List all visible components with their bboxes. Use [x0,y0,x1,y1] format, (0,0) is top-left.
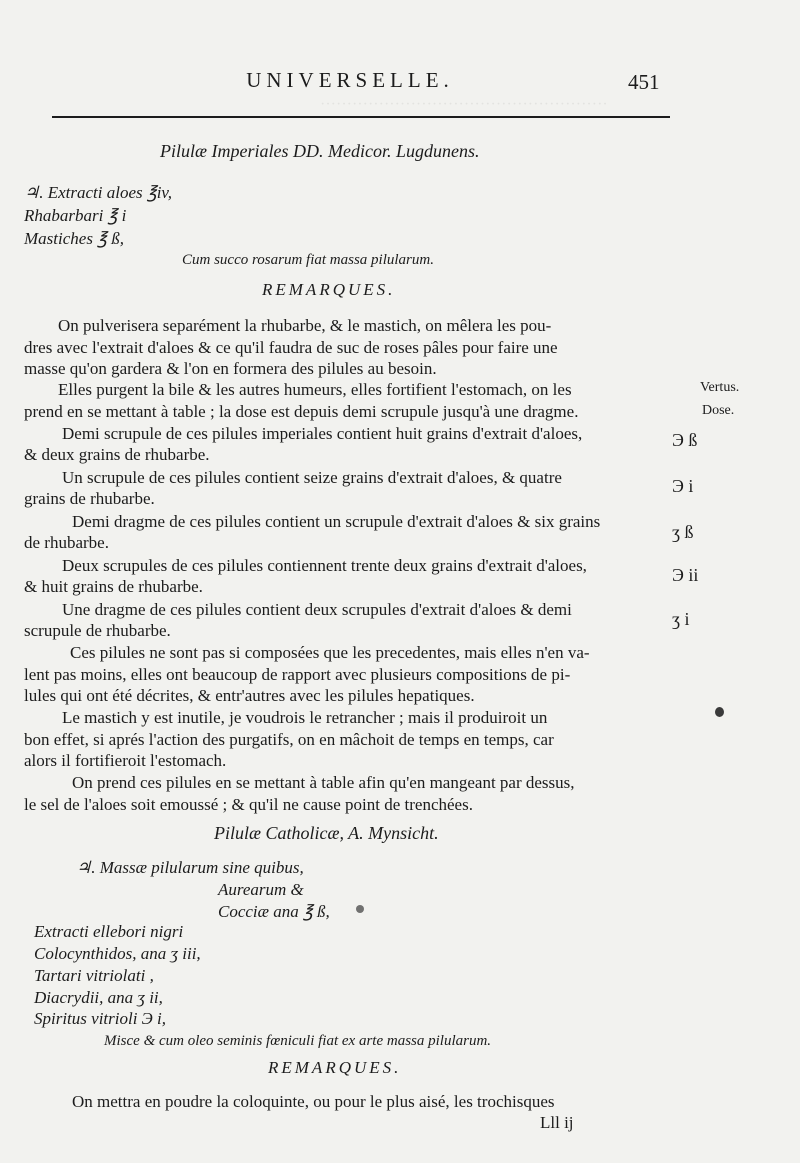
ingredient: ♃. Extracti aloes ℥iv, [24,183,172,202]
ingredient: Aurearum & [218,880,304,899]
ingredient: Diacrydii, ana ʒ ii, [34,988,163,1007]
ingredient: Cocciæ ana ℥ ß, [218,902,330,921]
text-line: On prend ces pilules en se mettant à table afin qu'en mangeant par dessus, [72,773,575,792]
text-line: & deux grains de rhubarbe. [24,445,210,464]
margin-note-dose: Dose. [702,403,735,418]
text-line: Ces pilules ne sont pas si composées que les precedentes, mais elles n'en va- [70,643,590,662]
bleed-through-text: ······················································ [320,96,608,113]
text-line: scrupule de rhubarbe. [24,621,171,640]
text-line: Deux scrupules de ces pilules contiennent trente deux grains d'extrait d'aloes, [62,556,587,575]
signature-mark: Lll ij [540,1113,574,1132]
text-line: On pulverisera separément la rhubarbe, & le mastich, on mêlera les pou- [58,316,552,335]
ink-spot [715,707,724,717]
recipe-title: Pilulæ Imperiales DD. Medicor. Lugdunens. [160,141,480,161]
recipe-instruction: Cum succo rosarum fiat massa pilularum. [182,252,434,268]
text-line: bon effet, si aprés l'action des purgatifs, on en mâchoit de temps en temps, car [24,730,554,749]
recipe-instruction: Misce & cum oleo seminis fœniculi fiat ex arte massa pilularum. [104,1033,492,1049]
text-line: le sel de l'aloes soit emoussé ; & qu'il ne cause point de trenchées. [24,795,473,814]
ingredient: Extracti ellebori nigri [34,922,184,941]
ingredient: ♃. Massæ pilularum sine quibus, [76,858,304,877]
text-line: prend en se mettant à table ; la dose est depuis demi scrupule jusqu'à une dragme. [24,402,579,421]
ingredient: Rhabarbari ℥ i [24,206,127,225]
page-number: 451 [628,70,660,94]
text-line: lules qui ont été décrites, & entr'autres avec les pilules hepatiques. [24,686,475,705]
header-rule [52,116,670,118]
text-line: Demi scrupule de ces pilules imperiales contient huit grains d'extrait d'aloes, [62,424,583,443]
text-line: On mettra en poudre la coloquinte, ou pour le plus aisé, les trochisques [72,1092,555,1111]
text-line: Elles purgent la bile & les autres humeurs, elles fortifient l'estomach, on les [58,380,572,399]
running-head: UNIVERSELLE. [246,68,454,92]
margin-note-vertus: Vertus. [700,380,740,395]
remarques-heading: REMARQUES. [262,280,396,299]
text-line: Un scrupule de ces pilules contient seize grains d'extrait d'aloes, & quatre [62,468,562,487]
ingredient: Colocynthidos, ana ʒ iii, [34,944,201,963]
ingredient: Tartari vitriolati , [34,966,154,985]
dose-mark: Э i [672,476,694,496]
recipe-title: Pilulæ Catholicæ, A. Mynsicht. [214,823,439,843]
ink-spot [356,905,364,913]
remarques-heading: REMARQUES. [268,1058,402,1077]
text-line: grains de rhubarbe. [24,489,155,508]
ingredient: Spiritus vitrioli Э i, [34,1009,167,1028]
dose-mark: ʒ ß [672,522,694,542]
text-line: dres avec l'extrait d'aloes & ce qu'il faudra de suc de roses pâles pour faire une [24,338,558,357]
dose-mark: Э ii [672,565,699,585]
text-line: & huit grains de rhubarbe. [24,577,203,596]
text-line: alors il fortifieroit l'estomach. [24,751,227,770]
dose-mark: ʒ i [672,609,690,629]
text-line: masse qu'on gardera & l'on en formera des pilules au besoin. [24,359,437,378]
text-line: Demi dragme de ces pilules contient un scrupule d'extrait d'aloes & six grains [72,512,601,531]
ingredient: Mastiches ℥ ß, [24,229,124,248]
text-line: Une dragme de ces pilules contient deux scrupules d'extrait d'aloes & demi [62,600,572,619]
text-line: de rhubarbe. [24,533,109,552]
text-line: Le mastich y est inutile, je voudrois le retrancher ; mais il produiroit un [62,708,548,727]
text-line: lent pas moins, elles ont beaucoup de rapport avec plusieurs compositions de pi- [24,665,571,684]
dose-mark: Э ß [672,430,698,450]
